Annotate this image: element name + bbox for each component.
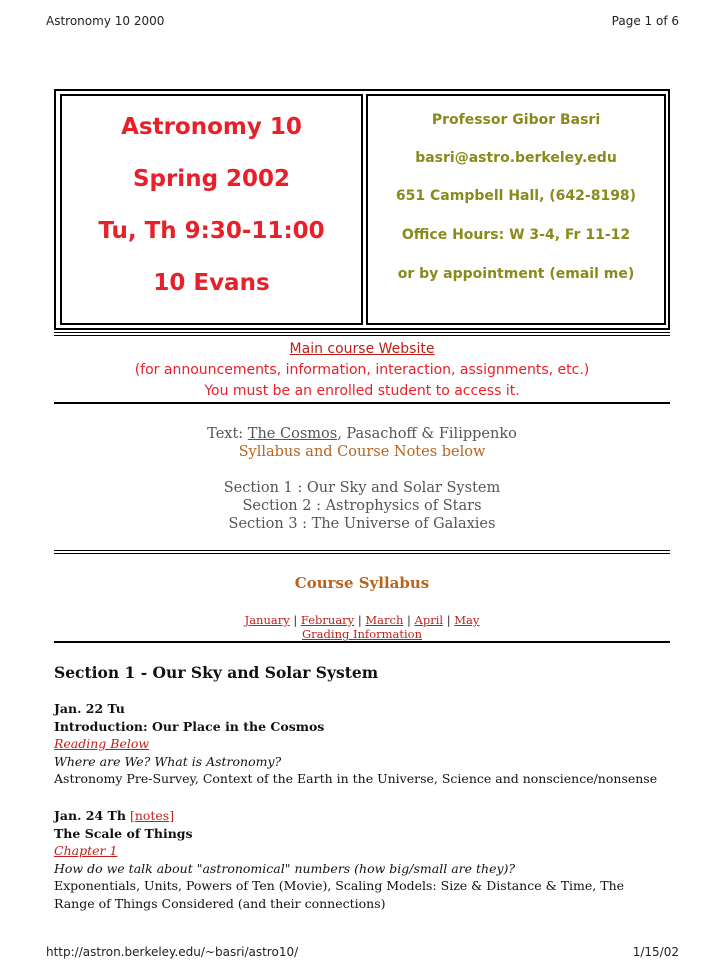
lecture-question: How do we talk about "astronomical" numbers (how big/small are they)? <box>54 860 516 876</box>
grading-info-link[interactable]: Grading Information <box>301 627 423 641</box>
month-nav <box>54 613 670 641</box>
lecture-topics: Exponentials, Units, Powers of Ten (Movie), Scaling Models: Size & Distance & Time, The Range of Things Considered (and their connections) <box>54 878 625 911</box>
website-block <box>54 339 670 402</box>
professor-name: Professor Gibor Basri <box>431 112 601 128</box>
main-website-link[interactable]: Main course Website <box>289 341 435 357</box>
course-room: 10 Evans <box>153 270 270 296</box>
lecture-entry <box>54 807 684 912</box>
syllabus-title: Course Syllabus <box>294 574 430 592</box>
professor-office: 651 Campbell Hall, (642-8198) <box>395 188 637 204</box>
professor-email: basri@astro.berkeley.edu <box>415 150 617 166</box>
month-link-april[interactable]: April <box>414 613 444 627</box>
lecture-title: The Scale of Things <box>54 825 193 841</box>
divider <box>54 402 670 404</box>
lecture-title: Introduction: Our Place in the Cosmos <box>54 718 325 734</box>
month-separator: | <box>443 613 455 627</box>
month-link-january[interactable]: January <box>244 613 290 627</box>
divider <box>54 550 670 554</box>
lecture-topics: Astronomy Pre-Survey, Context of the Earth in the Universe, Science and nonscience/nonsense <box>54 771 658 786</box>
professor-info-cell <box>366 94 666 325</box>
lecture-date: Jan. 24 Th <box>54 808 126 823</box>
month-link-may[interactable]: May <box>454 613 480 627</box>
print-footer-date: 1/15/02 <box>632 945 679 959</box>
lecture-question: Where are We? What is Astronomy? <box>54 753 282 769</box>
syllabus-notes-line: Syllabus and Course Notes below <box>238 444 486 460</box>
website-purpose: (for announcements, information, interaction, assignments, etc.) <box>134 362 590 378</box>
section-heading: Section 1 - Our Sky and Solar System <box>54 663 379 682</box>
notes-link[interactable]: [notes] <box>129 808 175 823</box>
textbook-authors: , Pasachoff & Filippenko <box>337 426 517 442</box>
office-hours: Office Hours: W 3-4, Fr 11-12 <box>401 227 631 243</box>
reading-link[interactable]: Reading Below <box>54 736 150 751</box>
lecture-date: Jan. 22 Tu <box>54 701 125 716</box>
section-list-item: Section 1 : Our Sky and Solar System <box>223 480 501 496</box>
print-header-page: Page 1 of 6 <box>611 14 679 28</box>
text-prefix: Text: <box>207 426 248 442</box>
divider <box>54 332 670 336</box>
print-header-title: Astronomy 10 2000 <box>46 14 165 28</box>
month-link-february[interactable]: February <box>300 613 355 627</box>
website-access-note: You must be an enrolled student to access it. <box>204 383 520 399</box>
month-separator: | <box>354 613 366 627</box>
section-list-item: Section 3 : The Universe of Galaxies <box>228 516 496 532</box>
course-term: Spring 2002 <box>132 166 291 192</box>
month-separator: | <box>403 613 415 627</box>
textbook-block <box>54 425 670 533</box>
print-footer-url: http://astron.berkeley.edu/~basri/astro10/ <box>46 945 299 959</box>
month-separator: | <box>289 613 301 627</box>
course-time: Tu, Th 9:30-11:00 <box>98 218 325 244</box>
course-info-cell <box>60 94 363 325</box>
course-info-table <box>54 89 670 330</box>
course-title: Astronomy 10 <box>121 114 302 140</box>
lecture-entry <box>54 700 684 788</box>
textbook-title: The Cosmos <box>247 426 338 442</box>
reading-link[interactable]: Chapter 1 <box>54 843 118 858</box>
month-link-march[interactable]: March <box>365 613 404 627</box>
appointment-note: or by appointment (email me) <box>397 266 635 282</box>
divider <box>54 641 670 643</box>
section-list-item: Section 2 : Astrophysics of Stars <box>242 498 482 514</box>
